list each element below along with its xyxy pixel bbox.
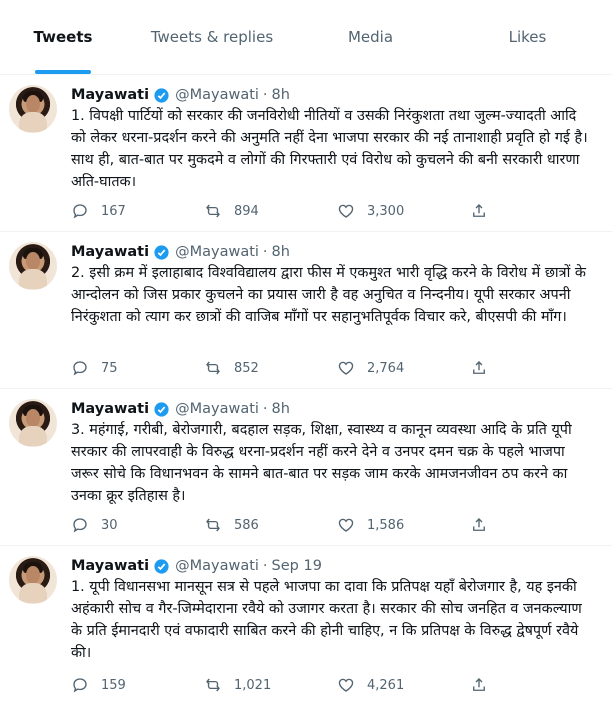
like-button[interactable]	[337, 359, 470, 377]
reply-icon	[71, 202, 89, 220]
avatar[interactable]	[9, 556, 57, 604]
handle[interactable]: @Mayawati	[175, 558, 259, 574]
handle[interactable]: @Mayawati	[175, 244, 259, 260]
heart-icon	[337, 359, 355, 377]
retweet-icon	[204, 516, 222, 534]
timestamp[interactable]: 8h	[271, 87, 290, 103]
tweet-actions	[71, 200, 511, 222]
profile-tabs	[0, 0, 612, 75]
heart-icon	[337, 202, 355, 220]
handle[interactable]: @Mayawati	[175, 87, 259, 103]
display-name[interactable]: Mayawati	[71, 244, 150, 260]
tweet-actions	[71, 514, 511, 536]
reply-button[interactable]	[71, 359, 204, 377]
heart-icon	[337, 516, 355, 534]
retweet-count: 852	[234, 360, 259, 376]
separator-dot: ·	[262, 558, 268, 574]
retweet-icon	[204, 202, 222, 220]
retweet-button[interactable]	[204, 202, 337, 220]
tweet-actions	[71, 674, 511, 696]
like-button[interactable]	[337, 676, 470, 694]
reply-icon	[71, 516, 89, 534]
share-icon	[470, 359, 488, 377]
separator-dot: ·	[262, 401, 268, 417]
reply-count: 167	[101, 203, 126, 219]
tweet-text: 3. महंगाई, गरीबी, बेरोजगारी, बदहाल सड़क, शिक्षा, स्वास्थ्य व कानून व्यवस्था आदि के प्रति यूपी सरकार की लापरवाही के विरुद्ध धरना-प्रदर्शन नहीं करने देने व उनपर दमन चक्र के पहले भाजपा जरूर सोचे कि विधानभवन के सामने बात-बात पर सड़क जाम करके आमजनजीवन ठप करने का उनका क्रूर इतिहास है।	[71, 422, 572, 504]
share-icon	[470, 202, 488, 220]
avatar[interactable]	[9, 85, 57, 133]
verified-badge-icon	[153, 401, 170, 418]
tweet[interactable]	[0, 75, 612, 232]
reply-count: 75	[101, 360, 118, 376]
display-name[interactable]: Mayawati	[71, 401, 150, 417]
tweet[interactable]	[0, 232, 612, 389]
retweet-button[interactable]	[204, 516, 337, 534]
display-name[interactable]: Mayawati	[71, 558, 150, 574]
retweet-count: 894	[234, 203, 259, 219]
share-icon	[470, 676, 488, 694]
like-count: 2,764	[367, 360, 405, 376]
tweet-actions	[71, 357, 511, 379]
share-icon	[470, 516, 488, 534]
reply-icon	[71, 359, 89, 377]
retweet-count: 1,021	[234, 677, 272, 693]
reply-button[interactable]	[71, 202, 204, 220]
share-button[interactable]	[470, 516, 510, 534]
like-button[interactable]	[337, 516, 470, 534]
tab-tweets-replies[interactable]	[126, 0, 298, 74]
verified-badge-icon	[153, 87, 170, 104]
reply-button[interactable]	[71, 516, 204, 534]
like-count: 4,261	[367, 677, 405, 693]
timestamp[interactable]: 8h	[271, 244, 290, 260]
display-name[interactable]: Mayawati	[71, 87, 150, 103]
tweet-text: 2. इसी क्रम में इलाहाबाद विश्वविद्यालय द्वारा फीस में एकमुश्त भारी वृद्धि करने के विरोध में छात्रों के आन्दोलन को जिस प्रकार कुचलने का प्रयास जारी है वह अनुचित व निन्दनीय। यूपी सरकार अपनी निरंकुशता को त्याग कर छात्रों की वाजिब माँगों पर सहानुभतिपूर्वक विचार करे, बीएसपी की माँग।	[71, 265, 586, 325]
timestamp[interactable]: Sep 19	[271, 558, 322, 574]
reply-button[interactable]	[71, 676, 204, 694]
reply-count: 30	[101, 517, 118, 533]
heart-icon	[337, 676, 355, 694]
like-count: 1,586	[367, 517, 405, 533]
like-count: 3,300	[367, 203, 405, 219]
reply-count: 159	[101, 677, 126, 693]
tab-label: Tweets	[33, 28, 93, 46]
tab-label: Media	[347, 28, 394, 46]
timestamp[interactable]: 8h	[271, 401, 290, 417]
tweet[interactable]	[0, 389, 612, 546]
tab-tweets[interactable]	[0, 0, 126, 74]
retweet-icon	[204, 359, 222, 377]
retweet-button[interactable]	[204, 359, 337, 377]
share-button[interactable]	[470, 202, 510, 220]
tweet[interactable]	[0, 546, 612, 706]
tweet-text: 1. यूपी विधानसभा मानसून सत्र से पहले भाजपा का दावा कि प्रतिपक्ष यहाँ बेरोजगार है, यह इनकी अहंकारी सोच व गैर-जिम्मेदाराना रवैये को उजागर करता है। सरकार की सोच जनहित व जनकल्याण के प्रति ईमानदारी एवं वफादारी साबित करने की होनी चाहिए, न कि प्रतिपक्ष के विरुद्ध द्वेषपूर्ण रवैये की।	[71, 579, 582, 661]
share-button[interactable]	[470, 676, 510, 694]
verified-badge-icon	[153, 244, 170, 261]
retweet-icon	[204, 676, 222, 694]
separator-dot: ·	[262, 87, 268, 103]
tweet-text: 1. विपक्षी पार्टियों को सरकार की जनविरोधी नीतियों व उसकी निरंकुशता तथा जुल्म-ज्यादती आदि को लेकर धरना-प्रदर्शन करने की अनुमति नहीं देना भाजपा सरकार की नई तानाशाही प्रवृति हो गई है। साथ ही, बात-बात पर मुकदमे व लोगों की गिरफ्तारी एवं विरोध को कुचलने की बनी सरकारी धारणा अति-घातक।	[71, 108, 588, 190]
avatar[interactable]	[9, 399, 57, 447]
reply-icon	[71, 676, 89, 694]
tab-likes[interactable]	[443, 0, 612, 74]
tab-media[interactable]	[298, 0, 443, 74]
tab-label: Tweets & replies	[150, 28, 274, 46]
retweet-count: 586	[234, 517, 259, 533]
tab-label: Likes	[508, 28, 547, 46]
like-button[interactable]	[337, 202, 470, 220]
avatar[interactable]	[9, 242, 57, 290]
verified-badge-icon	[153, 558, 170, 575]
active-tab-indicator	[35, 70, 91, 74]
retweet-button[interactable]	[204, 676, 337, 694]
share-button[interactable]	[470, 359, 510, 377]
separator-dot: ·	[262, 244, 268, 260]
handle[interactable]: @Mayawati	[175, 401, 259, 417]
